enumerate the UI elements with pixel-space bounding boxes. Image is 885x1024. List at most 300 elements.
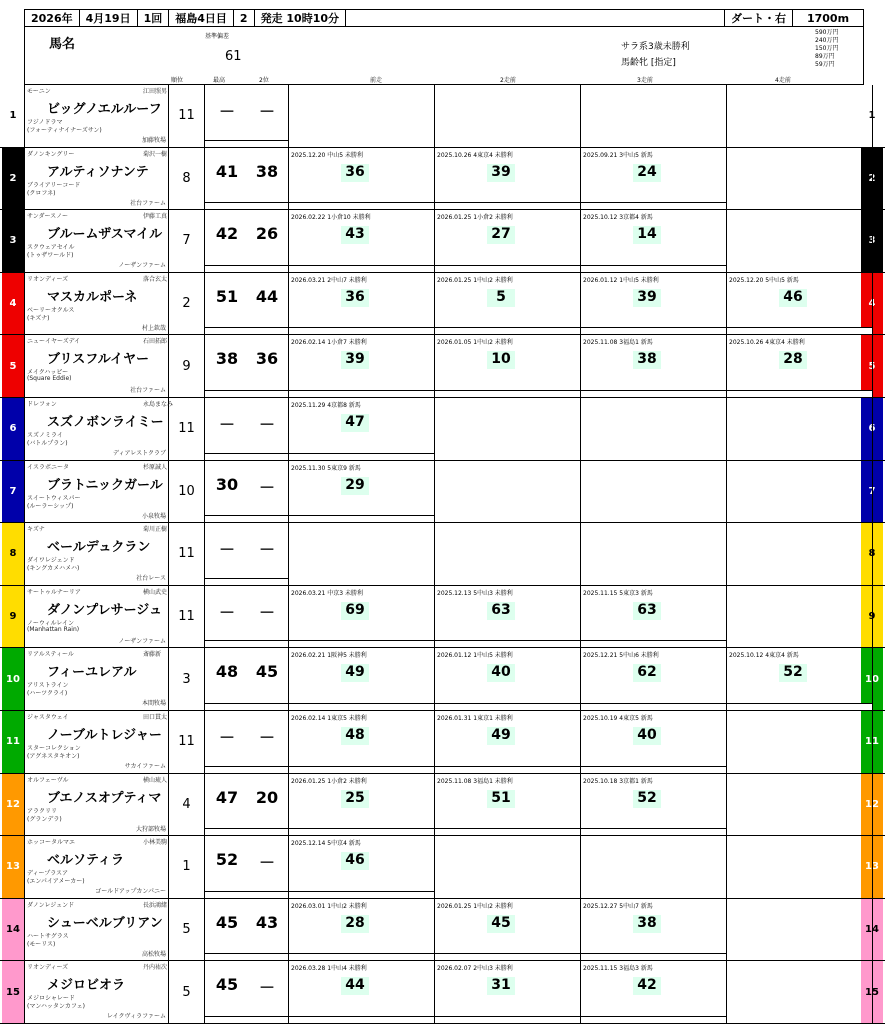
race-date: 2026.02.14 1東京5 未勝利 bbox=[291, 715, 367, 722]
top-index: 52 bbox=[215, 850, 239, 870]
past-race bbox=[435, 398, 581, 460]
race-tags bbox=[289, 327, 434, 334]
horse-row[interactable] bbox=[0, 899, 885, 962]
past-race bbox=[581, 961, 727, 1023]
past-race bbox=[727, 461, 873, 523]
dam: スターコレクション bbox=[27, 745, 81, 752]
race-score: 46 bbox=[779, 289, 807, 307]
race-tags bbox=[289, 453, 434, 460]
race-tags bbox=[435, 953, 580, 960]
race-score: 36 bbox=[341, 289, 369, 307]
name-label: 馬名 bbox=[49, 37, 76, 52]
dam-sire: (エンパイアメーカー) bbox=[27, 878, 85, 886]
top-index: 38 bbox=[215, 349, 239, 369]
top-index: 45 bbox=[215, 912, 239, 932]
horse-info bbox=[24, 273, 169, 335]
index-cell bbox=[205, 648, 289, 710]
race-tags bbox=[289, 703, 434, 710]
past-race bbox=[435, 836, 581, 898]
horse-name[interactable]: ブルームザスマイル bbox=[47, 227, 163, 243]
past-race bbox=[289, 461, 435, 523]
past-race bbox=[435, 85, 581, 147]
past-race bbox=[581, 711, 727, 773]
second-index: － bbox=[258, 853, 275, 873]
race-score: 25 bbox=[341, 790, 369, 808]
rank: 4 bbox=[169, 774, 205, 836]
owner: レイクヴィラファーム bbox=[106, 1013, 166, 1021]
race-score: 49 bbox=[341, 664, 369, 682]
race-score: 39 bbox=[341, 351, 369, 369]
horse-name[interactable]: ダノンプレサージュ bbox=[47, 602, 163, 618]
horse-number-right: 4 bbox=[861, 273, 883, 335]
race-tags bbox=[435, 766, 580, 773]
horse-number: 14 bbox=[2, 899, 24, 961]
race-date: 2026.03.21 2中山7 未勝利 bbox=[291, 276, 367, 284]
race-date: 2026.01.25 1中山2 未勝利 bbox=[437, 276, 513, 284]
race-date: 2025.10.12 4東京4 新馬 bbox=[729, 652, 799, 660]
jockey: 伊藤工真 bbox=[143, 213, 168, 221]
index-cell bbox=[205, 461, 289, 523]
race-date: 2025.11.08 3福島1 新馬 bbox=[583, 339, 653, 347]
race-score: 52 bbox=[779, 664, 807, 682]
past-race bbox=[581, 836, 727, 898]
sire: ダノンキングリー bbox=[27, 150, 75, 158]
horse-number-right: 9 bbox=[861, 586, 883, 648]
second-index: 20 bbox=[255, 787, 279, 807]
horse-row[interactable] bbox=[0, 961, 885, 1024]
race-tags bbox=[727, 390, 872, 397]
race-date: 2025.12.21 5中山6 未勝利 bbox=[583, 652, 659, 660]
race-score: 62 bbox=[633, 664, 661, 682]
course: ダート・右 bbox=[725, 10, 793, 26]
rank: 9 bbox=[169, 335, 205, 397]
race-date: 2026.01.12 1中山5 未勝利 bbox=[583, 276, 659, 284]
race-score: 45 bbox=[487, 915, 515, 933]
race-tags bbox=[289, 265, 434, 272]
past-race bbox=[727, 398, 873, 460]
horse-name[interactable]: シューベルブリアン bbox=[47, 915, 163, 931]
second-index: 26 bbox=[255, 224, 279, 244]
race-tags bbox=[289, 1016, 434, 1023]
horse-info bbox=[24, 586, 169, 648]
horse-row[interactable] bbox=[0, 273, 885, 336]
race-tags bbox=[289, 640, 434, 647]
past-race bbox=[289, 586, 435, 648]
horse-number: 8 bbox=[2, 523, 24, 585]
dam: アラクリリ bbox=[27, 807, 58, 815]
past-race bbox=[289, 148, 435, 210]
second-index: 36 bbox=[255, 349, 279, 369]
race-score: 5 bbox=[487, 289, 515, 307]
horse-number: 10 bbox=[2, 648, 24, 710]
race-tags bbox=[581, 265, 726, 272]
horse-number-right: 10 bbox=[861, 648, 883, 710]
top-index: － bbox=[218, 540, 235, 560]
owner: 社台ファーム bbox=[130, 199, 166, 207]
rank: 2 bbox=[169, 273, 205, 335]
horse-name[interactable]: ベールデュクラン bbox=[47, 540, 151, 556]
horse-number-right: 15 bbox=[861, 961, 883, 1023]
past-race bbox=[581, 148, 727, 210]
tag-bar bbox=[205, 140, 288, 147]
jockey: 杉原誠人 bbox=[143, 463, 168, 471]
race-date: 2026.02.21 1阪神5 未勝利 bbox=[291, 652, 367, 660]
sire: サンダースノー bbox=[27, 213, 68, 221]
dam: スクウェアセイル bbox=[27, 244, 75, 252]
index-cell bbox=[205, 148, 289, 210]
race-tags bbox=[435, 390, 580, 397]
horse-row[interactable] bbox=[0, 523, 885, 586]
race-date: 2025.11.15 3福島3 新馬 bbox=[583, 965, 653, 973]
race-score: 10 bbox=[487, 351, 515, 369]
race-date: 2026.01.05 1中山2 未勝利 bbox=[437, 339, 513, 347]
rank: 8 bbox=[169, 148, 205, 210]
sire: キズナ bbox=[27, 526, 45, 534]
second-index: － bbox=[258, 978, 275, 998]
race-date: 2026.02.22 1小倉10 未勝利 bbox=[291, 214, 371, 222]
race-tags bbox=[289, 891, 434, 898]
race-score: 69 bbox=[341, 602, 369, 620]
dam-sire: (トゥザワールド) bbox=[27, 252, 74, 260]
index-cell bbox=[205, 961, 289, 1023]
rank: 3 bbox=[169, 648, 205, 710]
past-race bbox=[727, 586, 873, 648]
horse-name[interactable]: ブラトニックガール bbox=[47, 477, 163, 493]
past-race bbox=[435, 586, 581, 648]
race-date: 2026.03.21 中京3 未勝利 bbox=[291, 589, 363, 597]
horse-row[interactable] bbox=[0, 461, 885, 524]
race-tags bbox=[435, 828, 580, 835]
race-date: 2025.11.29 4京都8 新馬 bbox=[291, 402, 361, 409]
horse-info bbox=[24, 461, 169, 523]
horse-number-right: 12 bbox=[861, 774, 883, 836]
jockey: 田口貫太 bbox=[143, 714, 168, 721]
top-index: － bbox=[218, 728, 235, 747]
jockey: 横山琉人 bbox=[143, 776, 168, 784]
horse-number-right: 2 bbox=[861, 148, 883, 210]
past-race bbox=[435, 648, 581, 710]
race-score: 51 bbox=[487, 790, 515, 808]
index-cell bbox=[205, 836, 289, 898]
race-score: 48 bbox=[341, 727, 369, 745]
top-index: 45 bbox=[215, 975, 239, 995]
past-race bbox=[289, 836, 435, 898]
tag-bar bbox=[205, 891, 288, 898]
top-index: 47 bbox=[215, 787, 239, 807]
jockey: 斎藤新 bbox=[143, 651, 162, 659]
past-race bbox=[581, 335, 727, 397]
horse-row[interactable] bbox=[0, 836, 885, 899]
rank: 11 bbox=[169, 523, 205, 585]
sire: サートゥルナーリア bbox=[27, 588, 81, 596]
race-tags bbox=[435, 202, 580, 209]
race-date: 2025.10.19 4東京5 新馬 bbox=[583, 715, 653, 722]
horse-number-right: 6 bbox=[861, 398, 883, 460]
past-race bbox=[581, 85, 727, 147]
race-date: 2025.12.27 5中山7 新馬 bbox=[583, 902, 653, 910]
prizes: 590万円 240万円 150万円 89万円 59万円 bbox=[815, 29, 839, 68]
race-score: 38 bbox=[633, 915, 661, 933]
race-score: 39 bbox=[487, 164, 515, 182]
past-race bbox=[289, 648, 435, 710]
horse-info bbox=[24, 398, 174, 460]
past-race bbox=[727, 523, 873, 585]
race-date: 2025.11.30 5東京9 新馬 bbox=[291, 464, 361, 472]
dam: ダイワレジェンド bbox=[27, 557, 75, 565]
horse-info bbox=[24, 711, 169, 773]
owner: ゴールドアップカンパニー bbox=[95, 888, 166, 896]
race-tags bbox=[289, 515, 434, 522]
race-date: 2025.10.26 4東京4 未勝利 bbox=[437, 151, 513, 159]
race-score: 40 bbox=[633, 727, 661, 745]
sire: ダノンレジェンド bbox=[27, 901, 75, 909]
horse-row[interactable] bbox=[0, 148, 885, 211]
race-score: 24 bbox=[633, 164, 661, 182]
race-tags bbox=[581, 327, 726, 334]
sire: リオンディーズ bbox=[27, 275, 69, 283]
horse-number: 15 bbox=[2, 961, 24, 1023]
race-tags bbox=[435, 265, 580, 272]
horse-number: 2 bbox=[2, 148, 24, 210]
horse-name[interactable]: メジロビオラ bbox=[47, 978, 126, 994]
jockey: 菊沢一樹 bbox=[143, 150, 168, 158]
past-race bbox=[727, 273, 873, 335]
sire: リオンディーズ bbox=[27, 964, 69, 972]
jockey: 小林美駒 bbox=[143, 839, 168, 847]
horse-info bbox=[24, 523, 169, 585]
dam: ノーウィルレイン bbox=[27, 619, 75, 627]
jockey: 丹内祐次 bbox=[143, 964, 168, 972]
past-race bbox=[727, 836, 873, 898]
horse-name[interactable]: ベルソティラ bbox=[47, 853, 124, 869]
horse-info bbox=[24, 774, 169, 836]
date: 4月19日 bbox=[80, 10, 138, 26]
race-tags bbox=[581, 953, 726, 960]
horse-row[interactable] bbox=[0, 210, 885, 273]
sire: ニューイヤーズデイ bbox=[27, 338, 81, 346]
second-index: － bbox=[258, 602, 275, 622]
owner: サカイファーム bbox=[124, 763, 166, 770]
dam: メジロシャレード bbox=[27, 995, 75, 1003]
start-time: 発走 10時10分 bbox=[255, 10, 346, 26]
kai: 1回 bbox=[138, 10, 170, 26]
past-race bbox=[581, 273, 727, 335]
second-index: － bbox=[258, 102, 275, 121]
sire: イスラボニータ bbox=[27, 463, 69, 471]
horse-number-right: 14 bbox=[861, 899, 883, 961]
horse-name[interactable]: アルティソナンテ bbox=[47, 164, 149, 180]
jockey: 菊川正樹 bbox=[143, 526, 168, 534]
horse-name[interactable]: スズノボンライミー bbox=[47, 415, 164, 430]
race-tags bbox=[289, 828, 434, 835]
horse-row[interactable] bbox=[0, 774, 885, 837]
rank: 11 bbox=[169, 586, 205, 648]
horse-row[interactable] bbox=[0, 586, 885, 649]
past-race bbox=[727, 85, 873, 147]
tag-bar bbox=[205, 578, 288, 585]
past-race bbox=[581, 899, 727, 961]
race-score: 14 bbox=[633, 226, 661, 244]
race-score: 27 bbox=[487, 226, 515, 244]
dam-sire: (ハーツクライ) bbox=[27, 690, 68, 698]
past-race bbox=[581, 523, 727, 585]
index-cell bbox=[205, 273, 289, 335]
race-tags bbox=[727, 703, 872, 710]
dam-sire: (キズナ) bbox=[27, 314, 50, 322]
past-race bbox=[727, 210, 873, 272]
horse-number-right: 1 bbox=[861, 85, 883, 147]
horse-number: 5 bbox=[2, 335, 24, 397]
jockey: 石田拓郎 bbox=[143, 338, 168, 346]
rank: 5 bbox=[169, 961, 205, 1023]
horse-row[interactable] bbox=[0, 85, 885, 148]
index-cell bbox=[205, 899, 289, 961]
tag-bar bbox=[205, 828, 288, 835]
owner: ノーザンファーム bbox=[118, 637, 166, 645]
horse-row[interactable] bbox=[0, 335, 885, 398]
horse-row[interactable] bbox=[0, 398, 885, 461]
horse-info bbox=[24, 648, 169, 710]
index-cell bbox=[205, 85, 289, 147]
top-index: － bbox=[218, 102, 235, 121]
race-score: 43 bbox=[341, 226, 369, 244]
race-date: 2026.01.25 1小倉2 未勝利 bbox=[437, 214, 513, 222]
past-race bbox=[581, 398, 727, 460]
race-tags bbox=[289, 202, 434, 209]
race-date: 2025.12.13 5中山3 未勝利 bbox=[437, 589, 513, 597]
horse-number: 13 bbox=[2, 836, 24, 898]
race-date: 2026.03.28 1中山4 未勝利 bbox=[291, 965, 367, 973]
race-score: 46 bbox=[341, 852, 369, 870]
rank: 11 bbox=[169, 711, 205, 773]
race-score: 31 bbox=[487, 977, 515, 995]
sire: オルフェーヴル bbox=[27, 776, 69, 784]
past-race bbox=[727, 899, 873, 961]
race-date: 2025.12.20 5中山5 新馬 bbox=[729, 276, 799, 284]
tag-bar bbox=[205, 265, 288, 272]
horse-number: 6 bbox=[2, 398, 24, 460]
horse-name[interactable]: ブリスフルイヤー bbox=[47, 352, 150, 368]
dam-sire: (Manhattan Rain) bbox=[27, 625, 80, 633]
past-race bbox=[435, 774, 581, 836]
index-cell bbox=[205, 711, 289, 773]
horse-row[interactable] bbox=[0, 711, 885, 774]
past-race bbox=[581, 648, 727, 710]
race-date: 2025.11.08 3福島1 未勝利 bbox=[437, 777, 513, 785]
horse-info bbox=[24, 335, 169, 397]
horse-name[interactable]: ビッグノエルルーフ bbox=[47, 102, 162, 117]
past-race bbox=[289, 85, 435, 147]
tag-bar bbox=[205, 766, 288, 773]
race-date: 2025.12.14 5中京4 新馬 bbox=[291, 840, 361, 848]
horse-number-right: 13 bbox=[861, 836, 883, 898]
race-date: 2026.01.25 1小倉2 未勝利 bbox=[291, 777, 367, 785]
second-index: 45 bbox=[255, 662, 279, 682]
race-score: 38 bbox=[633, 351, 661, 369]
base-value: 61 bbox=[225, 49, 242, 64]
past-race bbox=[289, 961, 435, 1023]
race-tags bbox=[435, 640, 580, 647]
past-race bbox=[435, 523, 581, 585]
horse-name[interactable]: フィーユレアル bbox=[47, 665, 137, 681]
race-title: サラ系3歳未勝利 bbox=[621, 42, 690, 52]
dam-sire: (マンハッタンカフェ) bbox=[27, 1003, 85, 1011]
race-score: 42 bbox=[633, 977, 661, 995]
race-tags bbox=[581, 202, 726, 209]
dam: ベーリーオクルス bbox=[27, 306, 75, 314]
owner: 大狩部牧場 bbox=[135, 825, 166, 833]
race-tags bbox=[581, 703, 726, 710]
race-tags bbox=[435, 703, 580, 710]
dam: メイクハッピー bbox=[27, 369, 69, 377]
horse-info bbox=[24, 85, 169, 147]
index-cell bbox=[205, 335, 289, 397]
owner: 加藤牧場 bbox=[141, 137, 166, 144]
dam: ブライアリーコード bbox=[27, 181, 81, 189]
second-index: － bbox=[258, 415, 275, 434]
sire: リアルスティール bbox=[27, 651, 74, 659]
dam-sire: (キングカメハメハ) bbox=[27, 565, 80, 573]
race-date: 2026.01.25 1中山2 未勝利 bbox=[437, 902, 513, 910]
horse-name[interactable]: マスカルポーネ bbox=[47, 289, 138, 305]
past-race bbox=[581, 210, 727, 272]
dam-sire: (グランデラ) bbox=[27, 815, 62, 823]
tag-bar bbox=[205, 953, 288, 960]
jockey: 江田照男 bbox=[143, 88, 168, 95]
top-index: 41 bbox=[215, 161, 239, 181]
dam-sire: (クロフネ) bbox=[27, 189, 56, 197]
past-race bbox=[435, 148, 581, 210]
race-number: 2 bbox=[234, 10, 255, 26]
race-date: 2025.10.18 3京都1 新馬 bbox=[583, 777, 653, 785]
dam: スイートウィスパー bbox=[27, 494, 81, 502]
past-race bbox=[435, 461, 581, 523]
race-tags bbox=[435, 1016, 580, 1023]
horse-name[interactable]: ブエノスオプティマ bbox=[47, 790, 162, 806]
tag-bar bbox=[205, 202, 288, 209]
year: 2026年 bbox=[25, 10, 80, 26]
past-race bbox=[727, 774, 873, 836]
horse-number-right: 8 bbox=[861, 523, 883, 585]
tag-bar bbox=[205, 390, 288, 397]
past-race bbox=[581, 461, 727, 523]
race-score: 47 bbox=[341, 414, 369, 432]
horse-number: 12 bbox=[2, 774, 24, 836]
past-race bbox=[435, 335, 581, 397]
sire: ホッコータルマエ bbox=[27, 839, 76, 847]
past-race bbox=[727, 961, 873, 1023]
rank: 5 bbox=[169, 899, 205, 961]
horse-row[interactable] bbox=[0, 648, 885, 711]
horse-number: 1 bbox=[2, 85, 24, 147]
race-score: 36 bbox=[341, 164, 369, 182]
race-tags bbox=[581, 390, 726, 397]
past-race bbox=[727, 148, 873, 210]
dam-sire: (バトルプラン) bbox=[27, 440, 68, 447]
jockey: 落合玄太 bbox=[143, 275, 168, 283]
jockey: 長浜鴻緒 bbox=[143, 901, 168, 909]
race-date: 2026.01.31 1東京1 未勝利 bbox=[437, 715, 513, 722]
horse-name[interactable]: ノーブルトレジャー bbox=[47, 728, 162, 743]
dam-sire: (アグネスタキオン) bbox=[27, 753, 80, 760]
dam: ディープラスア bbox=[27, 870, 69, 878]
race-score: 49 bbox=[487, 727, 515, 745]
race-tags bbox=[289, 953, 434, 960]
dam: スズノミライ bbox=[27, 432, 63, 439]
past-race bbox=[289, 210, 435, 272]
sire: ジャスタウェイ bbox=[27, 714, 69, 721]
horse-number: 11 bbox=[2, 711, 24, 773]
